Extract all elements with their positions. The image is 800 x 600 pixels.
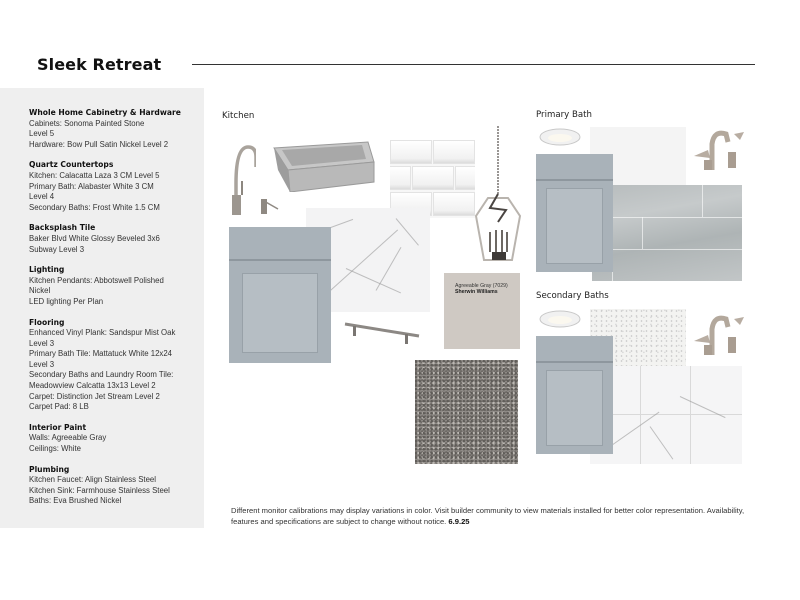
spec-line: Baker Blvd White Glossy Beveled 3x6 (29, 233, 160, 243)
spec-sidebar (0, 88, 204, 528)
page-title: Sleek Retreat (37, 55, 162, 74)
spec-group-lighting (29, 265, 204, 307)
bow-pull-handle-icon (343, 320, 421, 344)
carpet-swatch (415, 360, 518, 464)
spec-line: Primary Bath: Alabaster White 3 CM (29, 181, 154, 191)
paint-color-name: Agreeable Gray (7029) (455, 283, 508, 289)
spec-line: Walls: Agreeable Gray (29, 433, 107, 443)
paint-color-swatch (444, 273, 520, 349)
spec-group-plumbing (29, 465, 204, 507)
spec-heading: Interior Paint (29, 422, 87, 432)
spec-line: Level 4 (29, 192, 55, 202)
spec-line: Kitchen: Calacatta Laza 3 CM Level 5 (29, 170, 160, 180)
primary-floor-tile-swatch (592, 185, 742, 281)
farmhouse-sink-icon (272, 140, 376, 192)
spec-line: Nickel (29, 286, 51, 296)
spec-line: Level 3 (29, 338, 55, 348)
vinyl-plank-swatch (222, 360, 402, 464)
secondary-recessed-light-icon (539, 310, 581, 328)
spec-line: Level 5 (29, 129, 55, 139)
spec-line: Level 3 (29, 359, 55, 369)
primary-bath-label: Primary Bath (536, 110, 592, 120)
spec-line: Secondary Baths: Frost White 1.5 CM (29, 202, 160, 212)
title-divider (192, 64, 755, 65)
spec-line: Subway Level 3 (29, 244, 85, 254)
primary-cabinet-door-swatch (536, 154, 613, 272)
pendant-light-icon (472, 126, 524, 264)
spec-line: Carpet: Distinction Jet Stream Level 2 (29, 391, 160, 401)
spec-line: Kitchen Faucet: Align Stainless Steel (29, 475, 156, 485)
secondary-bath-faucet-icon (690, 313, 746, 359)
spec-line: Enhanced Vinyl Plank: Sandspur Mist Oak (29, 328, 176, 338)
primary-bath-faucet-icon (690, 128, 746, 174)
spec-heading: Quartz Countertops (29, 160, 114, 170)
spec-line: Kitchen Pendants: Abbotswell Polished (29, 275, 164, 285)
spec-heading: Flooring (29, 317, 65, 327)
spec-heading: Lighting (29, 265, 65, 275)
spec-line: Hardware: Bow Pull Satin Nickel Level 2 (29, 139, 169, 149)
spec-group-backsplash (29, 223, 204, 255)
kitchen-label: Kitchen (222, 111, 255, 121)
spec-line: Primary Bath Tile: Mattatuck White 12x24 (29, 349, 172, 359)
secondary-cabinet-door-swatch (536, 336, 613, 454)
spec-group-countertops (29, 160, 204, 213)
spec-heading: Plumbing (29, 464, 70, 474)
spec-group-flooring (29, 318, 204, 413)
revision-date: 6.9.25 (448, 517, 470, 526)
disclaimer-text: Different monitor calibrations may display variations in color. Visit builder community to view materials installed for better color representation. Availability, features and specifications are subject to change without notice. (231, 506, 745, 526)
kitchen-faucet-icon (228, 143, 256, 217)
spec-heading: Whole Home Cabinetry & Hardware (29, 108, 181, 117)
spec-group-cabinetry (29, 108, 204, 150)
spec-line: Baths: Eva Brushed Nickel (29, 496, 122, 506)
spec-line: Ceilings: White (29, 444, 81, 454)
soap-dispenser-icon (258, 195, 282, 215)
primary-recessed-light-icon (539, 128, 581, 146)
subway-tile-swatch (390, 140, 475, 218)
secondary-baths-label: Secondary Baths (536, 291, 609, 301)
paint-brand: Sherwin Williams (455, 289, 498, 296)
spec-group-paint (29, 423, 204, 455)
spec-line: Meadowview Calcatta 13x13 Level 2 (29, 381, 156, 391)
spec-line: Cabinets: Sonoma Painted Stone (29, 118, 145, 128)
disclaimer (231, 505, 751, 527)
spec-line: Secondary Baths and Laundry Room Tile: (29, 370, 174, 380)
spec-line: Kitchen Sink: Farmhouse Stainless Steel (29, 485, 170, 495)
kitchen-cabinet-door-swatch (229, 227, 331, 363)
spec-line: Carpet Pad: 8 LB (29, 402, 89, 412)
spec-heading: Backsplash Tile (29, 223, 96, 233)
spec-line: LED lighting Per Plan (29, 296, 104, 306)
